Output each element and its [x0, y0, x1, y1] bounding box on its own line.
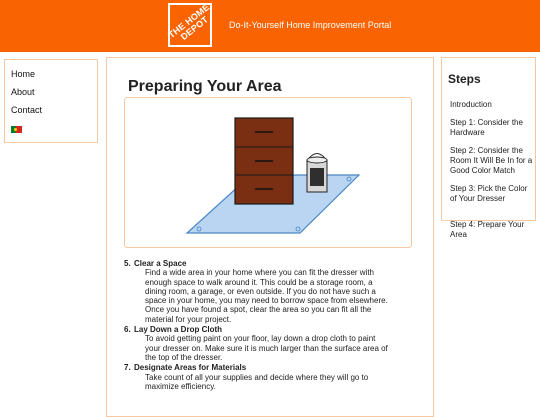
nav-menu: [4, 59, 98, 143]
step-title: Clear a Space: [134, 259, 187, 268]
flag-emblem: [14, 128, 17, 131]
steps-list: [124, 259, 402, 392]
paint-can-icon: [307, 154, 327, 193]
sidebar-item-step-2[interactable]: Step 2: Consider the Room It Will Be In for a Good Color Match: [450, 146, 533, 175]
step-title: Designate Areas for Materials: [134, 363, 247, 373]
sidebar-title: Steps: [448, 72, 481, 86]
portugal-flag-icon[interactable]: [11, 126, 22, 133]
step-description: To avoid getting paint on your floor, lay down a drop cloth to paint your dresser on. Make sure it is much larger than the surface area of the top of the dresser.: [145, 334, 388, 362]
nav-contact-link[interactable]: Contact: [11, 105, 43, 115]
sidebar-item-step-4[interactable]: Step 4: Prepare Your Area: [450, 220, 525, 239]
site-header: [0, 0, 540, 52]
step-title: Lay Down a Drop Cloth: [134, 325, 222, 335]
illustration-svg: [125, 98, 413, 249]
portal-title: Do-It-Yourself Home Improvement Portal: [229, 20, 392, 30]
logo-text: THE HOME DEPOT: [166, 2, 212, 42]
area-illustration: [124, 97, 412, 248]
list-item: [124, 325, 402, 362]
main-content: [106, 57, 434, 417]
sidebar-item-step-3[interactable]: Step 3: Pick the Color of Your Dresser: [450, 184, 528, 203]
list-item: [124, 259, 402, 324]
home-depot-logo[interactable]: [168, 3, 212, 47]
step-description: Take count of all your supplies and decide where they will go to maximize efficiency.: [145, 372, 369, 391]
nav-home-link[interactable]: Home: [11, 69, 36, 79]
list-item: [124, 363, 402, 391]
steps-sidebar: [441, 57, 536, 239]
sidebar-item-introduction[interactable]: Introduction: [450, 100, 492, 109]
page-title: Preparing Your Area: [128, 78, 282, 95]
step-description: Find a wide area in your home where you can fit the dresser with enough space to walk around it. This could be a storage room, a dining room, a garage, or even outside. If you do not have such a space in your home, you may need to borrow space from elsewhere. Once you have found a spot, clear the area so you can fit all the material for your project.: [145, 268, 388, 324]
sidebar-item-step-1[interactable]: Step 1: Consider the Hardware: [450, 118, 523, 137]
step-number: 7.: [124, 363, 131, 373]
nav-about-link[interactable]: About: [11, 87, 35, 97]
step-number: 6.: [124, 325, 131, 335]
dresser-icon: [235, 118, 293, 204]
step-number: 5.: [124, 259, 131, 268]
